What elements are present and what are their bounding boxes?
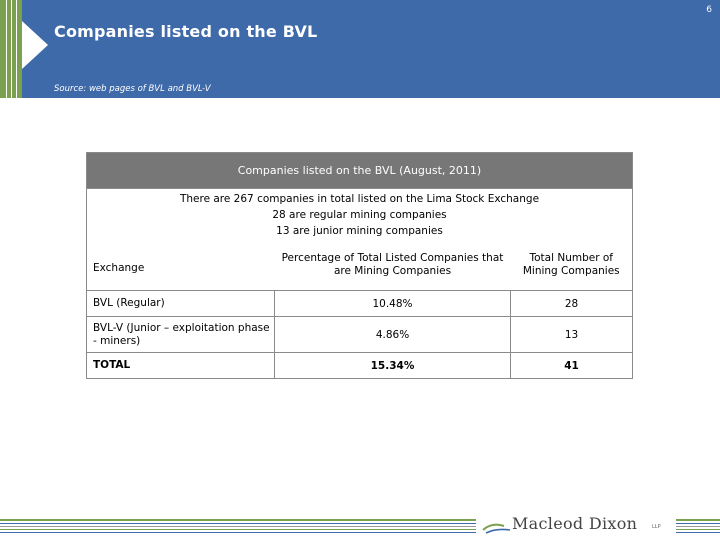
- table-intro: [87, 189, 633, 241]
- cell-exchange: BVL-V (Junior – exploitation phase - miners): [87, 317, 275, 353]
- intro-line: 13 are junior mining companies: [276, 224, 443, 237]
- cell-total: 13: [511, 317, 633, 353]
- companies-table: [86, 152, 632, 379]
- source-note: Source: web pages of BVL and BVL-V: [54, 84, 211, 94]
- logo-suffix: LLP: [652, 524, 661, 530]
- page-number: 6: [706, 5, 712, 15]
- logo-text: Macleod Dixon: [512, 514, 638, 533]
- company-logo: [476, 512, 676, 540]
- table-caption: Companies listed on the BVL (August, 2011): [87, 153, 633, 189]
- cell-exchange: TOTAL: [87, 353, 275, 379]
- column-header-exchange: Exchange: [87, 241, 275, 291]
- cell-percentage: 10.48%: [275, 291, 511, 317]
- column-header-total: Total Number of Mining Companies: [511, 241, 633, 291]
- cell-total: 28: [511, 291, 633, 317]
- column-header-percentage: Percentage of Total Listed Companies that are Mining Companies: [275, 241, 511, 291]
- cell-percentage: 15.34%: [275, 353, 511, 379]
- logo-swoosh-icon: [482, 520, 512, 536]
- cell-percentage: 4.86%: [275, 317, 511, 353]
- intro-line: 28 are regular mining companies: [272, 208, 447, 221]
- page-title: Companies listed on the BVL: [54, 22, 318, 41]
- cell-exchange: BVL (Regular): [87, 291, 275, 317]
- intro-line: There are 267 companies in total listed on the Lima Stock Exchange: [179, 192, 540, 205]
- cell-total: 41: [511, 353, 633, 379]
- header-accent-bar: [0, 0, 22, 98]
- header-banner: [0, 0, 720, 98]
- arrow-icon: [22, 21, 48, 69]
